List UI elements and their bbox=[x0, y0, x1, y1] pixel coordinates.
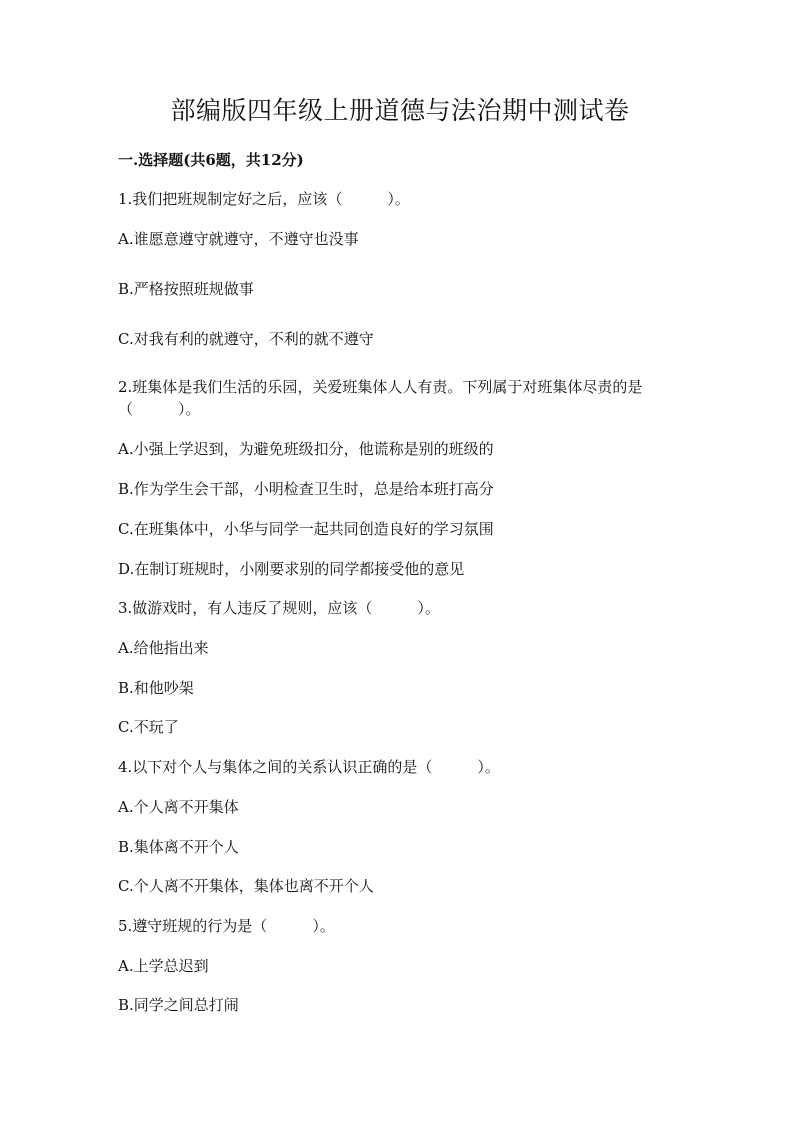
question-3-option-a: A.给他指出来 bbox=[118, 639, 209, 657]
question-5-option-b: B.同学之间总打闹 bbox=[118, 996, 239, 1014]
question-3-stem: 3.做游戏时，有人违反了规则，应该（ ）。 bbox=[118, 599, 440, 617]
question-5-stem: 5.遵守班规的行为是（ ）。 bbox=[118, 917, 335, 935]
question-3-option-c: C.不玩了 bbox=[118, 718, 179, 736]
question-1-option-b: B.严格按照班规做事 bbox=[118, 280, 254, 298]
question-4-option-c: C.个人离不开集体，集体也离不开个人 bbox=[118, 877, 374, 895]
question-4-option-b: B.集体离不开个人 bbox=[118, 838, 239, 856]
question-2-option-c: C.在班集体中，小华与同学一起共同创造良好的学习氛围 bbox=[118, 520, 494, 538]
question-4-option-a: A.个人离不开集体 bbox=[118, 798, 239, 816]
question-2-stem: 2.班集体是我们生活的乐园，关爱班集体人人有责。下列属于对班集体尽责的是（ ）。 bbox=[118, 378, 643, 418]
question-5-option-a: A.上学总迟到 bbox=[118, 957, 209, 975]
question-1-option-a: A.谁愿意遵守就遵守，不遵守也没事 bbox=[118, 230, 359, 248]
question-2-option-d: D.在制订班规时，小刚要求别的同学都接受他的意见 bbox=[118, 560, 465, 578]
question-2-option-b: B.作为学生会干部，小明检查卫生时，总是给本班打高分 bbox=[118, 480, 494, 498]
question-4-stem: 4.以下对个人与集体之间的关系认识正确的是（ ）。 bbox=[118, 758, 500, 776]
section-heading: 一.选择题(共6题，共12分) bbox=[118, 151, 304, 169]
question-2-option-a: A.小强上学迟到，为避免班级扣分，他谎称是别的班级的 bbox=[118, 440, 494, 458]
question-1-stem: 1.我们把班规制定好之后，应该（ ）。 bbox=[118, 190, 410, 208]
question-1-option-c: C.对我有利的就遵守，不利的就不遵守 bbox=[118, 330, 374, 348]
page-title: 部编版四年级上册道德与法治期中测试卷 bbox=[170, 96, 630, 125]
question-3-option-b: B.和他吵架 bbox=[118, 679, 194, 697]
